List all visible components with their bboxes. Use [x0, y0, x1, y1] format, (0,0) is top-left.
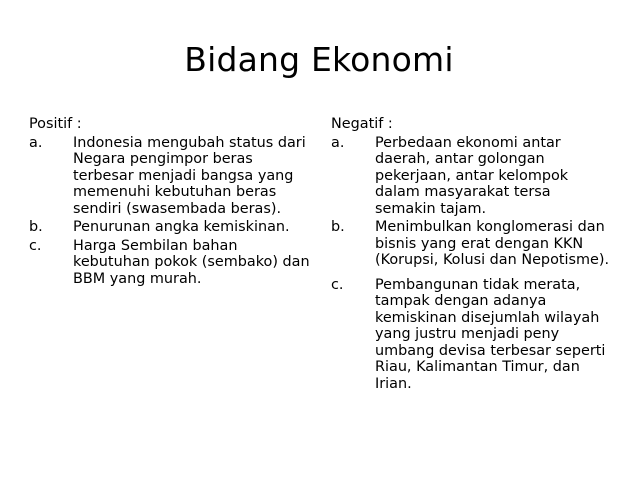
list-text: Perbedaan ekonomi antar daerah, antar golongan pekerjaan, antar kelompok dalam masyarakat tersa semakin tajam. [375, 134, 569, 217]
list-item [29, 135, 311, 218]
list-text: Indonesia mengubah status dari Negara pengimpor beras terbesar menjadi bangsa yang memenuhi kebutuhan beras sendiri (swasembada beras). [73, 134, 306, 217]
list-item [331, 135, 611, 218]
list-item [29, 238, 311, 288]
positive-heading: Positif : [29, 116, 82, 132]
list-item [331, 277, 611, 393]
list-text: Penurunan angka kemiskinan. [73, 219, 290, 235]
negative-heading: Negatif : [331, 116, 393, 132]
positive-column [29, 116, 311, 289]
negative-column [331, 116, 611, 402]
list-marker: c. [331, 276, 344, 293]
slide-title: Bidang Ekonomi [184, 40, 454, 79]
list-item [29, 219, 311, 236]
list-marker: b. [331, 219, 345, 235]
list-text: Harga Sembilan bahan kebutuhan pokok (sembako) dan BBM yang murah. [73, 237, 310, 287]
list-item [331, 219, 611, 269]
list-marker: a. [29, 134, 43, 151]
list-text: Menimbulkan konglomerasi dan bisnis yang erat dengan KKN (Korupsi, Kolusi dan Nepotisme). [375, 219, 610, 268]
list-text: Pembangunan tidak merata, tampak dengan adanya kemiskinan disejumlah wilayah yang justru menjadi peny umbang devisa terbesar seperti Riau, Kalimantan Timur, dan Irian. [375, 276, 606, 392]
list-marker: a. [331, 134, 345, 151]
list-marker: c. [29, 237, 42, 254]
list-marker: b. [29, 219, 43, 235]
